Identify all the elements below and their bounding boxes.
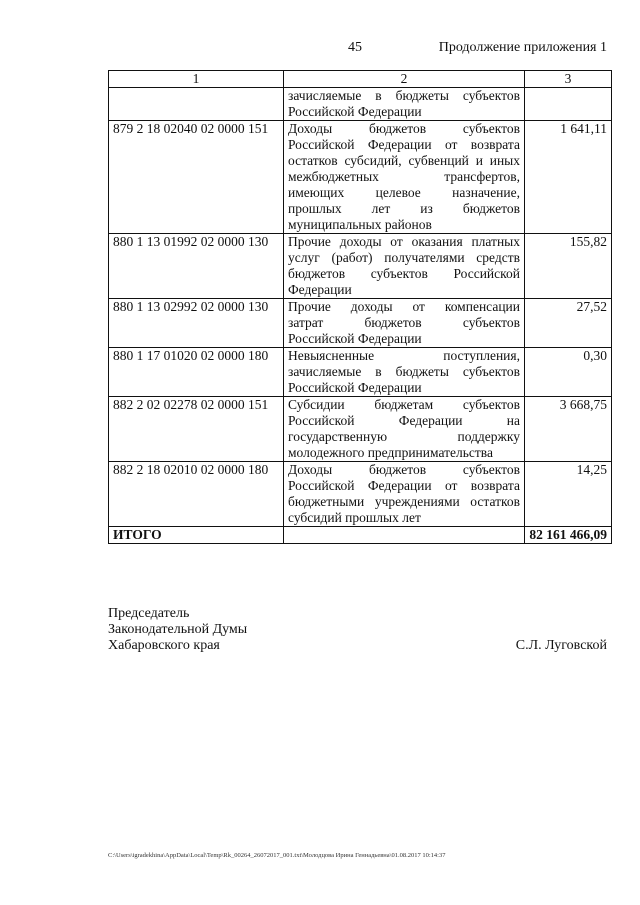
description-line: Российской Федерации <box>288 104 422 119</box>
table-row <box>109 234 612 299</box>
description-line: Невыясненные поступления, <box>288 348 520 363</box>
budget-code: 880 1 13 01992 02 0000 130 <box>109 234 284 299</box>
description-line: затрат бюджетов субъектов <box>288 315 520 330</box>
column-header: 2 <box>284 71 525 88</box>
revenue-description <box>284 234 525 299</box>
column-header: 1 <box>109 71 284 88</box>
total-amount: 82 161 466,09 <box>525 527 612 544</box>
description-line: имеющих целевое назначение, <box>288 185 520 200</box>
signature-line: Председатель <box>108 606 190 621</box>
footer-file-path: C:\Users\igradekhina\AppData\Local\Temp\Rk_00264_26072017_001.txt\Молодцова Ирина Геннадьевна\01.08.2017 10:14:37 <box>108 852 446 859</box>
amount-value: 3 668,75 <box>525 397 612 462</box>
description-line: молодежного предпринимательства <box>288 445 493 460</box>
description-line: Субсидии бюджетам субъектов <box>288 397 520 412</box>
description-line: Российской Федерации <box>288 331 422 346</box>
page-number: 45 <box>348 40 362 55</box>
budget-code: 879 2 18 02040 02 0000 151 <box>109 121 284 234</box>
description-line: Прочие доходы от компенсации <box>288 299 520 314</box>
total-label: ИТОГО <box>109 527 284 544</box>
description-line: государственную поддержку <box>288 429 520 444</box>
continuation-title: Продолжение приложения 1 <box>438 40 607 55</box>
table-row <box>109 299 612 348</box>
description-line: Российской Федерации на <box>288 413 520 428</box>
budget-code <box>109 88 284 121</box>
table-row <box>109 88 612 121</box>
total-row <box>109 527 612 544</box>
signature-line: Хабаровского края <box>108 638 220 653</box>
table-row <box>109 397 612 462</box>
revenue-table <box>108 70 612 544</box>
description-line: прошлых лет из бюджетов <box>288 201 520 216</box>
description-line: зачисляемые в бюджеты субъектов <box>288 88 520 103</box>
revenue-description <box>284 88 525 121</box>
description-line: бюджетов субъектов Российской <box>288 266 520 281</box>
signature-line: Законодательной Думы <box>108 622 248 637</box>
revenue-description <box>284 348 525 397</box>
budget-code: 880 1 17 01020 02 0000 180 <box>109 348 284 397</box>
description-line: Российской Федерации <box>288 380 422 395</box>
description-line: субсидий прошлых лет <box>288 510 421 525</box>
total-empty-cell <box>284 527 525 544</box>
table-body <box>109 88 612 527</box>
amount-value: 14,25 <box>525 462 612 527</box>
signer-name: С.Л. Луговской <box>515 638 607 653</box>
table-row <box>109 121 612 234</box>
amount-value <box>525 88 612 121</box>
budget-code: 880 1 13 02992 02 0000 130 <box>109 299 284 348</box>
signature-block <box>108 606 247 654</box>
description-line: бюджетными учреждениями остатков <box>288 494 520 509</box>
description-line: Российской Федерации от возврата <box>288 137 520 152</box>
revenue-description <box>284 121 525 234</box>
description-line: Прочие доходы от оказания платных <box>288 234 520 249</box>
amount-value: 0,30 <box>525 348 612 397</box>
amount-value: 1 641,11 <box>525 121 612 234</box>
amount-value: 155,82 <box>525 234 612 299</box>
description-line: Доходы бюджетов субъектов <box>288 121 520 136</box>
description-line: муниципальных районов <box>288 217 432 232</box>
description-line: межбюджетных трансфертов, <box>288 169 520 184</box>
table-row <box>109 348 612 397</box>
column-header: 3 <box>525 71 612 88</box>
description-line: зачисляемые в бюджеты субъектов <box>288 364 520 379</box>
table-header-row <box>109 71 612 88</box>
budget-code: 882 2 18 02010 02 0000 180 <box>109 462 284 527</box>
budget-code: 882 2 02 02278 02 0000 151 <box>109 397 284 462</box>
revenue-description <box>284 397 525 462</box>
revenue-description <box>284 299 525 348</box>
description-line: Российской Федерации от возврата <box>288 478 520 493</box>
description-line: Доходы бюджетов субъектов <box>288 462 520 477</box>
table-row <box>109 462 612 527</box>
amount-value: 27,52 <box>525 299 612 348</box>
description-line: Федерации <box>288 282 352 297</box>
description-line: услуг (работ) получателями средств <box>288 250 520 265</box>
description-line: остатков субсидий, субвенций и иных <box>288 153 520 168</box>
revenue-description <box>284 462 525 527</box>
